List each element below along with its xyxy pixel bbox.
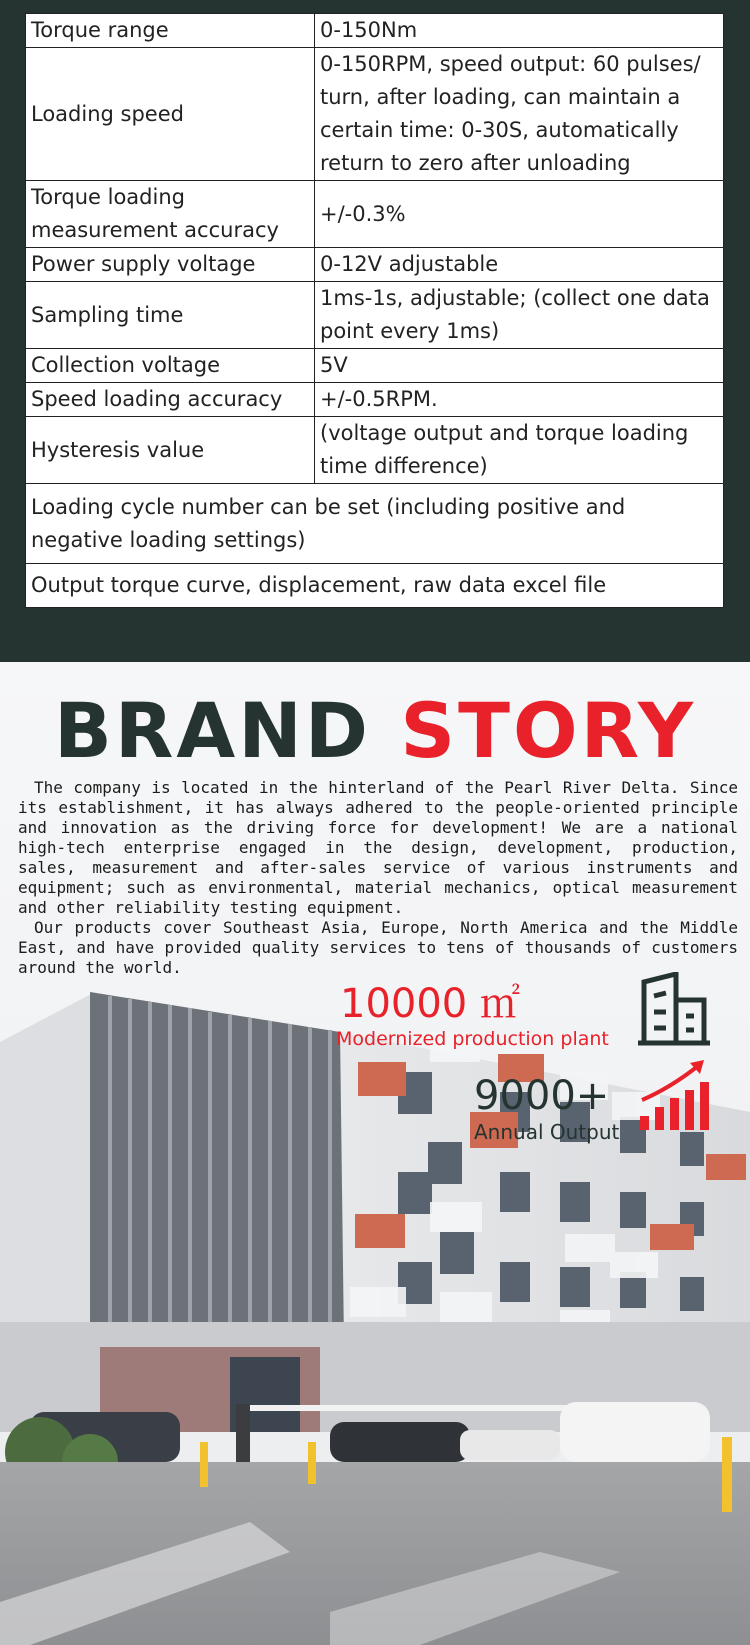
spec-value: 0-150RPM, speed output: 60 pulses/ turn, after loading, can maintain a certain time: 0-30S, automatically return to zero after unloading bbox=[315, 48, 724, 181]
spec-key: Sampling time bbox=[26, 282, 315, 349]
table-row bbox=[26, 383, 724, 417]
spec-key: Torque range bbox=[26, 14, 315, 48]
spec-section bbox=[0, 0, 750, 662]
spec-key: Speed loading accuracy bbox=[26, 383, 315, 417]
spec-value: (voltage output and torque loading time difference) bbox=[315, 417, 724, 484]
spec-key: Collection voltage bbox=[26, 349, 315, 383]
spec-value: +/-0.3% bbox=[315, 181, 724, 248]
annual-output-label: Annual Output bbox=[474, 1120, 620, 1144]
spec-key: Hysteresis value bbox=[26, 417, 315, 484]
company-description bbox=[18, 778, 738, 978]
table-row bbox=[26, 48, 724, 181]
title-part-story: STORY bbox=[400, 686, 697, 775]
table-row bbox=[26, 181, 724, 248]
table-row bbox=[26, 14, 724, 48]
spec-value: +/-0.5RPM. bbox=[315, 383, 724, 417]
table-row bbox=[26, 248, 724, 282]
title-part-brand: BRAND bbox=[53, 686, 371, 775]
plant-area-value: 10000 ㎡ bbox=[340, 981, 520, 1027]
factory-building-photo bbox=[0, 992, 750, 1645]
spec-value: 5V bbox=[315, 349, 724, 383]
spec-full-row: Loading cycle number can be set (including positive and negative loading settings) bbox=[26, 484, 724, 564]
spec-full-row: Output torque curve, displacement, raw data excel file bbox=[26, 564, 724, 608]
table-row bbox=[26, 564, 724, 608]
description-paragraph: The company is located in the hinterland of the Pearl River Delta. Since its establishment, it has always adhered to the people-oriented principle and innovation as the driving force for development! We are a national high-tech enterprise engaged in the design, development, production, sales, measurement and after-sales service of various instruments and equipment; such as environmental, material mechanics, optical measurement and other reliability testing equipment. bbox=[18, 778, 738, 917]
plant-area-label: Modernized production plant bbox=[336, 1028, 609, 1050]
table-row bbox=[26, 282, 724, 349]
spec-key: Loading speed bbox=[26, 48, 315, 181]
spec-value: 0-12V adjustable bbox=[315, 248, 724, 282]
spec-table bbox=[25, 13, 724, 608]
table-row bbox=[26, 484, 724, 564]
spec-key: Power supply voltage bbox=[26, 248, 315, 282]
brand-story-title bbox=[0, 686, 750, 776]
growth-chart-icon bbox=[640, 1060, 712, 1130]
table-row bbox=[26, 349, 724, 383]
table-row bbox=[26, 417, 724, 484]
building-icon bbox=[638, 972, 710, 1046]
annual-output-value: 9000+ bbox=[474, 1073, 610, 1119]
spec-value: 1ms-1s, adjustable; (collect one data point every 1ms) bbox=[315, 282, 724, 349]
spec-value: 0-150Nm bbox=[315, 14, 724, 48]
description-paragraph: Our products cover Southeast Asia, Europe, North America and the Middle East, and have provided quality services to tens of thousands of customers around the world. bbox=[18, 918, 738, 977]
spec-key: Torque loading measurement accuracy bbox=[26, 181, 315, 248]
brand-story-section bbox=[0, 662, 750, 1645]
